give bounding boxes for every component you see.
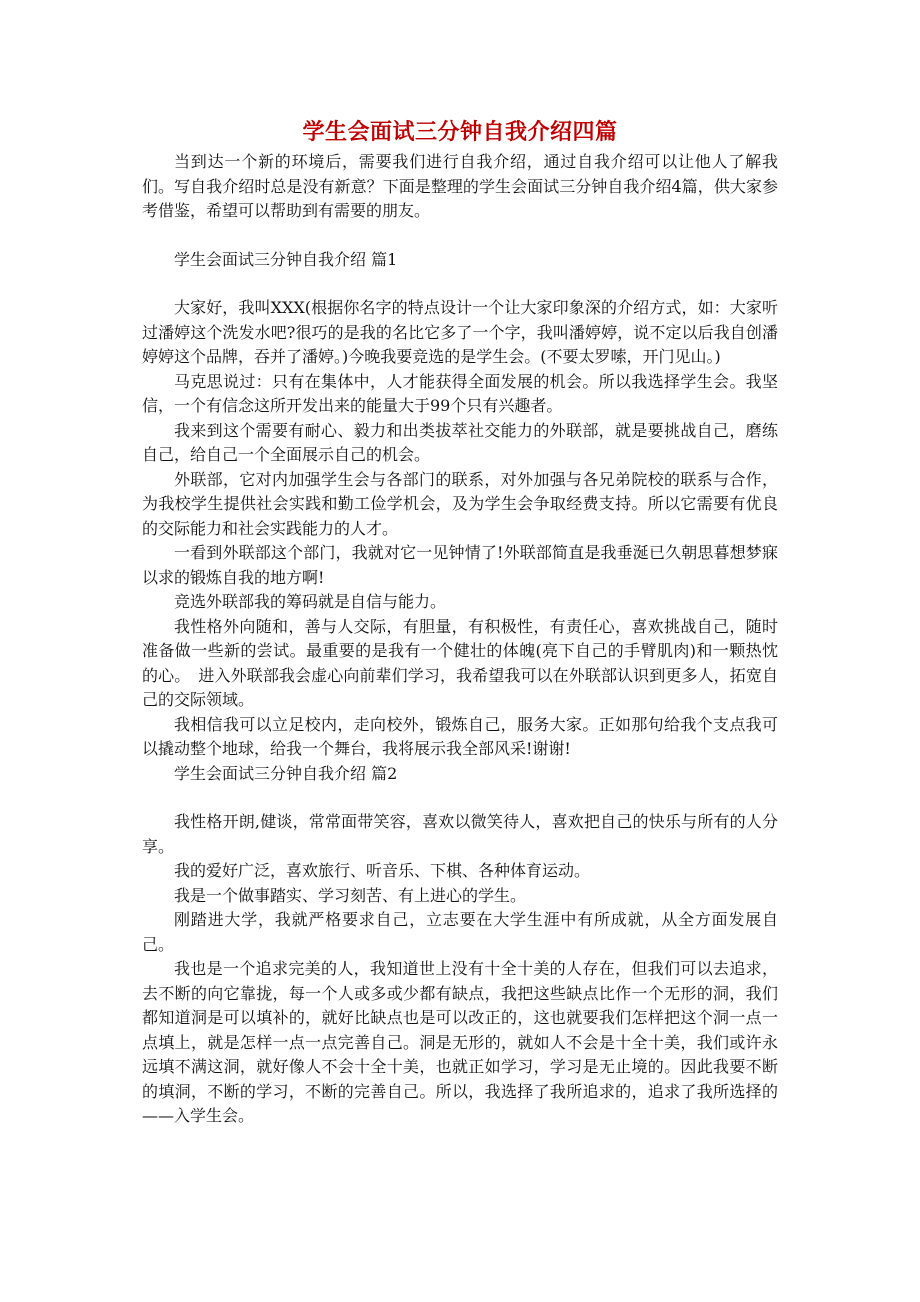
intro-paragraph: 当到达一个新的环境后，需要我们进行自我介绍，通过自我介绍可以让他人了解我们。写自我介绍时总是没有新意？下面是整理的学生会面试三分钟自我介绍4篇，供大家参考借鉴，希望可以帮助到有需要的朋友。 bbox=[142, 152, 778, 220]
document-page bbox=[142, 116, 778, 1129]
section2-paragraph-3: 我是一个做事踏实、学习刻苦、有上进心的学生。 bbox=[174, 885, 527, 905]
document-title: 学生会面试三分钟自我介绍四篇 bbox=[302, 119, 618, 145]
section2-paragraph-4: 刚踏进大学，我就严格要求自己，立志要在大学生涯中有所成就，从全方面发展自己。 bbox=[142, 910, 778, 954]
section1-paragraph-3: 我来到这个需要有耐心、毅力和出类拔萃社交能力的外联部，就是要挑战自己，磨练自己，给自己一个全面展示自己的机会。 bbox=[142, 420, 778, 464]
section1-paragraph-8: 我相信我可以立足校内，走向校外，锻炼自己，服务大家。正如那句给我个支点我可以撬动整个地球，给我一个舞台，我将展示我全部风采!谢谢! bbox=[142, 714, 778, 758]
section1-paragraph-6: 竞选外联部我的筹码就是自信与能力。 bbox=[174, 592, 447, 611]
section1-paragraph-4: 外联部，它对内加强学生会与各部门的联系，对外加强与各兄弟院校的联系与合作，为我校学生提供社会实践和勤工俭学机会，及为学生会争取经费支持。所以它需要有优良的交际能力和社会实践能力的人才。 bbox=[142, 469, 778, 538]
section2-paragraph-5: 我也是一个追求完美的人，我知道世上没有十全十美的人存在，但我们可以去追求，去不断的向它靠拢，每一个人或多或少都有缺点，我把这些缺点比作一个无形的洞，我们都知道洞是可以填补的，就好比缺点也是可以改正的，这也就要我们怎样把这个洞一点一点填上，就是怎样一点一点完善自己。洞是无形的，就如人不会是十全十美，我们或许永远填不满这洞，就好像人不会十全十美，也就正如学习，学习是无止境的。因此我要不断的填洞，不断的学习，不断的完善自己。所以，我选择了我所追求的，追求了我所选择的——入学生会。 bbox=[142, 959, 778, 1125]
section1-paragraph-1: 大家好，我叫XXX(根据你名字的特点设计一个让大家印象深的介绍方式，如：大家听过潘婷这个洗发水吧?很巧的是我的名比它多了一个字，我叫潘婷婷，说不定以后我自创潘婷婷这个品牌，吞并了潘婷。)今晚我要竞选的是学生会。(不要太罗嗦，开门见山。) bbox=[142, 298, 778, 366]
section2-paragraph-2: 我的爱好广泛，喜欢旅行、听音乐、下棋、各种体育运动。 bbox=[174, 861, 591, 880]
section-heading-2: 学生会面试三分钟自我介绍 篇2 bbox=[174, 763, 398, 783]
section2-paragraph-1: 我性格开朗,健谈，常常面带笑容，喜欢以微笑待人，喜欢把自己的快乐与所有的人分享。 bbox=[142, 812, 778, 856]
section1-paragraph-2: 马克思说过：只有在集体中，人才能获得全面发展的机会。所以我选择学生会。我坚信，一个有信念这所开发出来的能量大于99个只有兴趣者。 bbox=[142, 371, 778, 415]
section1-paragraph-7: 我性格外向随和，善与人交际，有胆量，有积极性，有责任心，喜欢挑战自己，随时准备做一些新的尝试。最重要的是我有一个健壮的体魄(亮下自己的手臂肌肉)和一颗热忱的心。 进入外联部我会虚心向前辈们学习，我希望我可以在外联部认识到更多人，拓宽自己的交际领域。 bbox=[142, 616, 778, 709]
section1-paragraph-5: 一看到外联部这个部门，我就对它一见钟情了!外联部简直是我垂涎已久朝思暮想梦寐以求的锻炼自我的地方啊! bbox=[142, 543, 778, 587]
section-heading-1: 学生会面试三分钟自我介绍 篇1 bbox=[174, 249, 398, 269]
